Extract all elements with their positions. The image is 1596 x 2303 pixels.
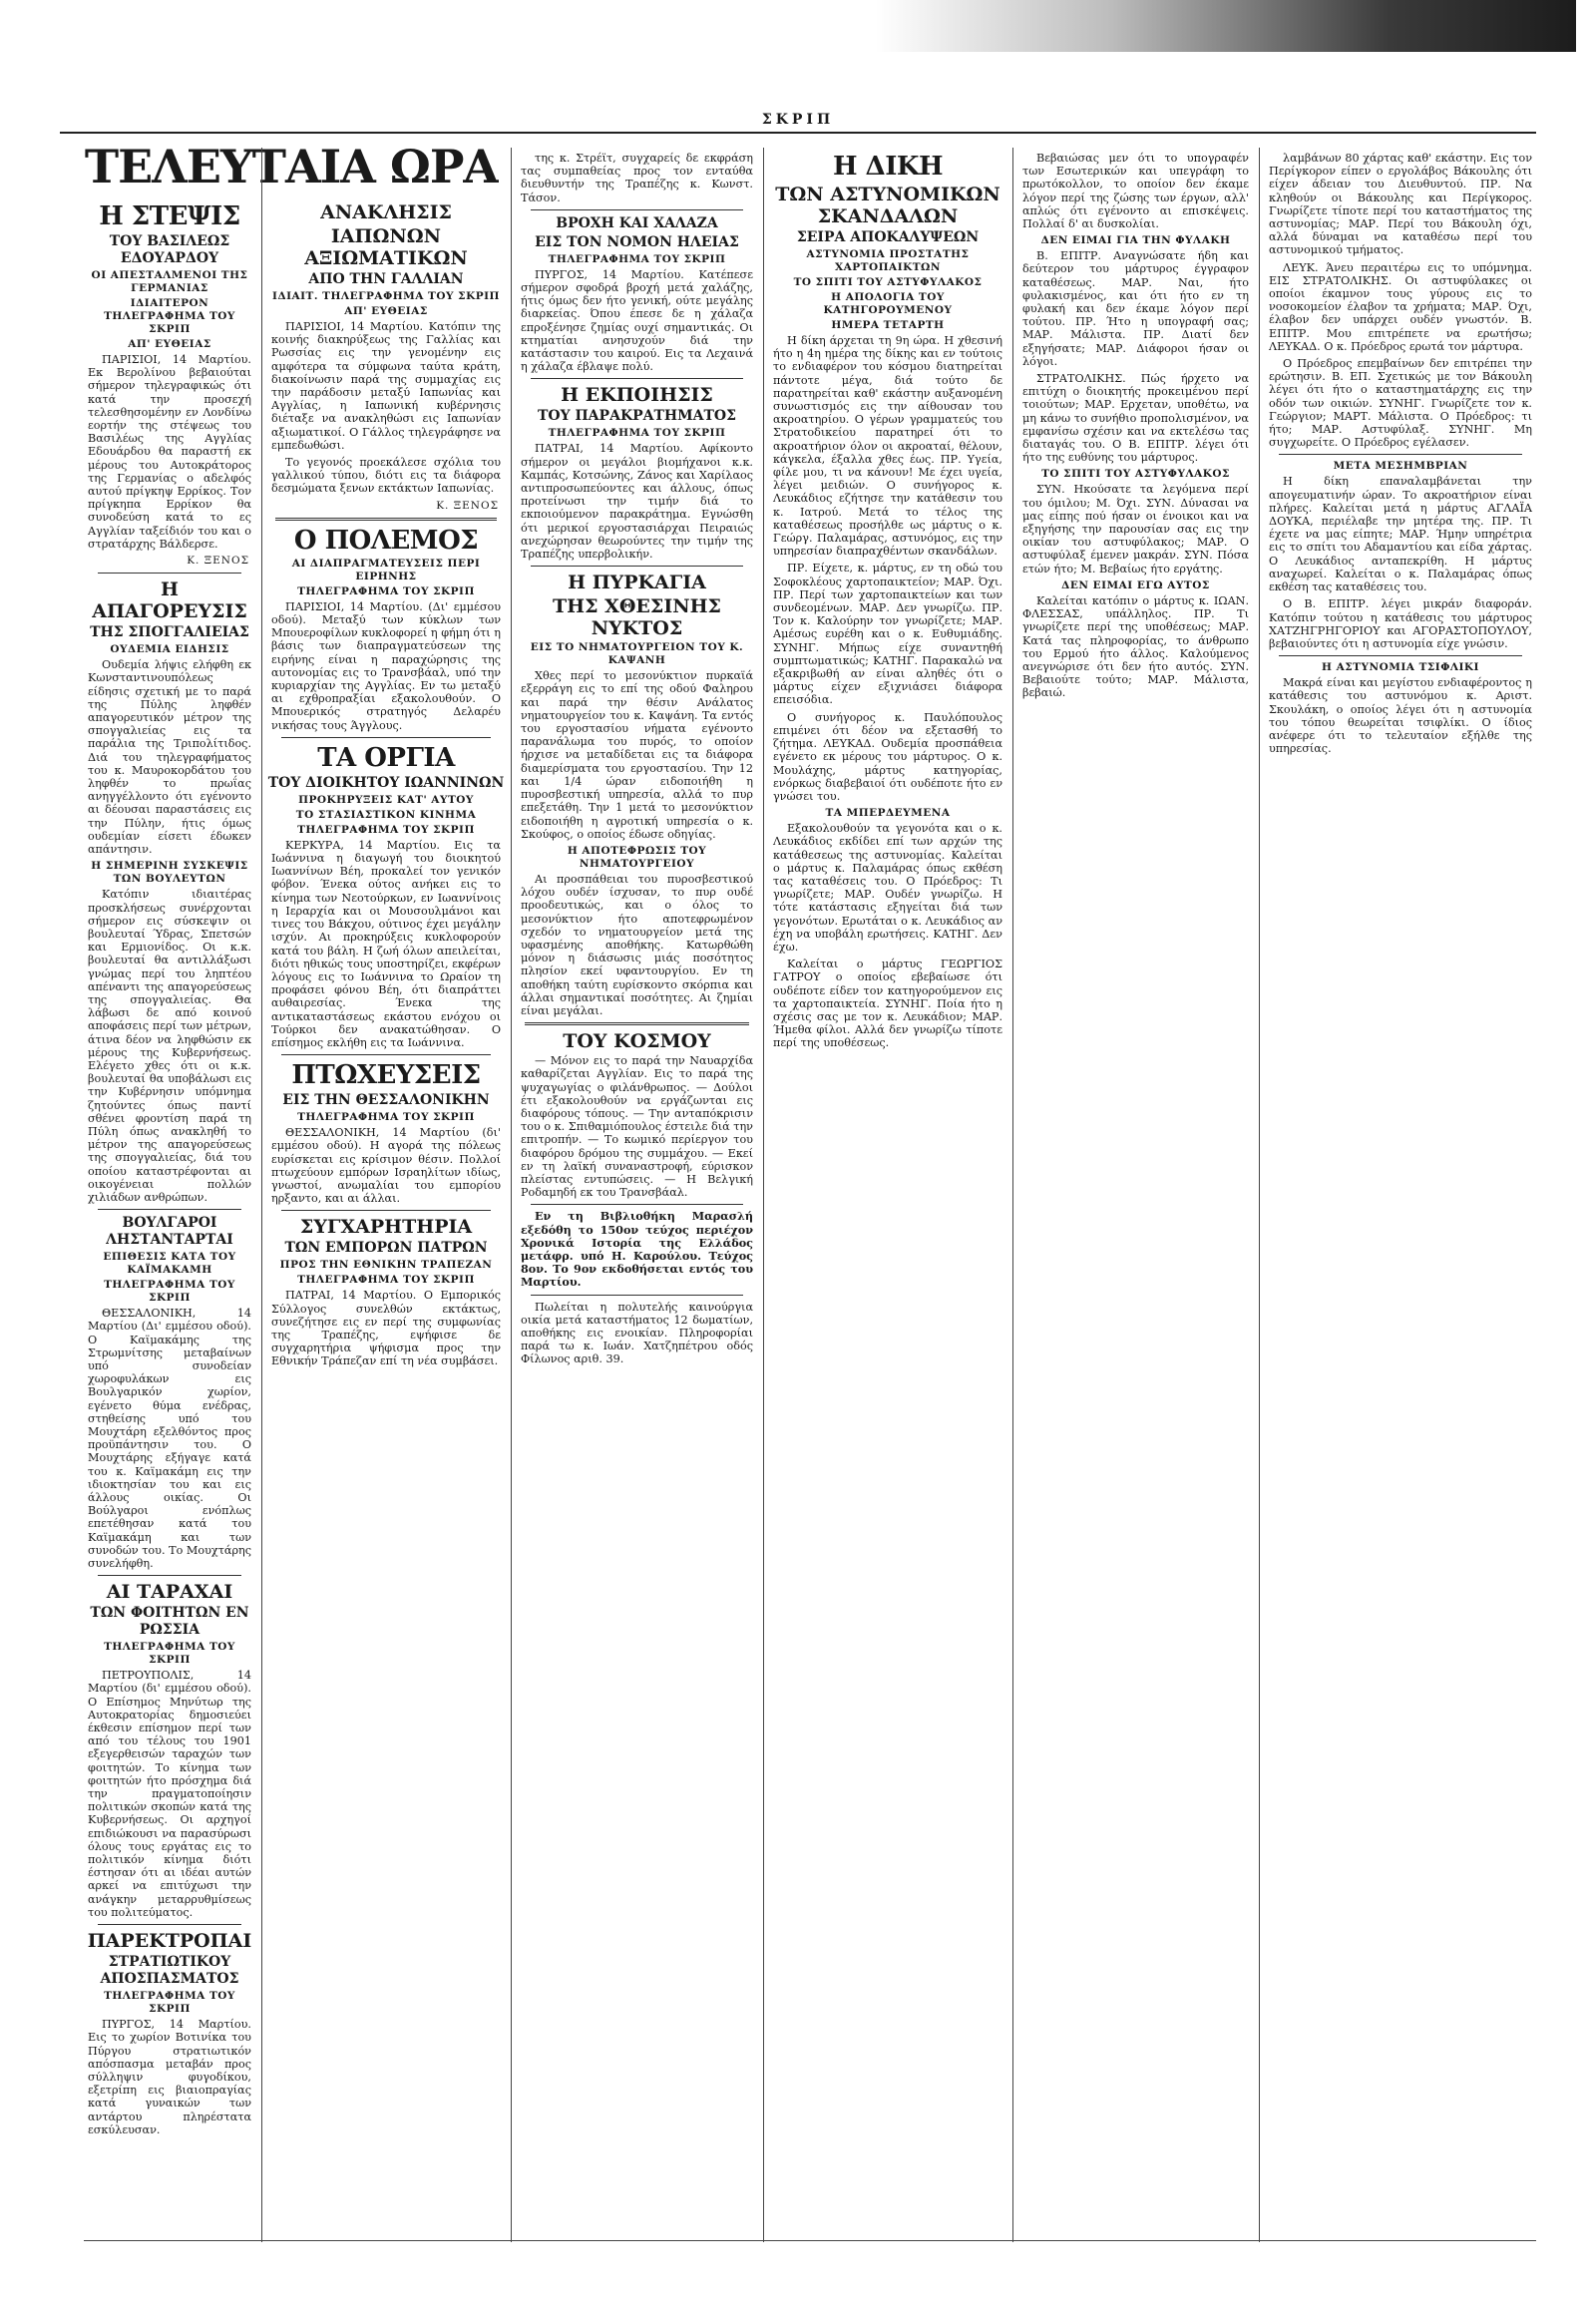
separator [531, 566, 743, 567]
article-body: ΚΕΡΚΥΡΑ, 14 Μαρτίου. Εις τα Ιωάννινα η διαγωγή του διοικητού Ιωαννίνων Βέη, προκαλεί τον γενικόν φόβον. Ένεκα ούτος ανήκει εις το κίνημα των Νεοτούρκων, εν Ιωαννίνοις η Ιεραρχία και οι Μουσουλμάνοι και τινες του Βάκχου, ούτινος έχει μεγάλην ισχύν. Αι προκηρύξεις κυκλοφορούν κατά του βάλη. Η ζωή όλων απειλείται, διότι ηθικώς τους υποστηρίζει, εκφέρων λόγους εις το Ιωάννινα το Ωραίον τη προφάσει φόνου Βέη, ότι διαπράττει αυθαιρεσίας. Ένεκα της αντικαταστάσεως εκάστου ενόχου οι Τούρκοι δεν ανακατώθησαν. Ο επίσημος εκλήθη εις τα Ιωάννινα. [271, 838, 501, 1049]
telegram-via: ΑΠ' ΕΥΘΕΙΑΣ [128, 338, 211, 350]
telegram-label: ΤΗΛΕΓΡΑΦΗΜΑ ΤΟΥ ΣΚΡΙΠ [297, 1274, 475, 1287]
article-signature: Κ. ΞΕΝΟΣ [436, 499, 499, 512]
article-body: Το γεγονός προεκάλεσε σχόλια του γαλλικού τύπου, διότι εις τα διάφορα δεσμώματα ξενων εκτάκτων Ιαπωνίας. [271, 456, 501, 496]
telegram-label: ΤΗΛΕΓΡΑΦΗΜΑ ΤΟΥ ΣΚΡΙΠ [104, 1279, 235, 1305]
article-headline: ΤΩΝ ΑΣΤΥΝΟΜΙΚΩΝ ΣΚΑΝΔΑΛΩΝ [775, 184, 1000, 227]
telegram-label: ΤΗΛΕΓΡΑΦΗΜΑ ΤΟΥ ΣΚΡΙΠ [104, 1990, 235, 2016]
article-subhead: ΑΙ ΔΙΑΠΡΑΓΜΑΤΕΥΣΕΙΣ ΠΕΡΙ ΕΙΡΗΝΗΣ [291, 557, 481, 582]
separator [98, 1575, 241, 1576]
article-headline: ΑΝΑΚΛΗΣΙΣ [320, 201, 452, 223]
article-body: Μακρά είναι και μεγίστου ενδιαφέροντος η κατάθεσις του αστυνόμου κ. Αριστ. Σκουλάκη, ο οποίος λέγει ότι η αστυνομία του τόπου θεωρείται τσιφλίκι. Ο ίδιος ανέφερε ότι το τελευταίον εξήλθε της υπηρεσίας. [1269, 676, 1532, 756]
telegram-label: ΤΗΛΕΓΡΑΦΗΜΑ ΤΟΥ ΣΚΡΙΠ [548, 427, 726, 440]
article-headline: Η ΕΚΠΟΙΗΣΙΣ [561, 384, 713, 407]
telegram-label: ΤΗΛΕΓΡΑΦΗΜΑ ΤΟΥ ΣΚΡΙΠ [297, 1111, 475, 1124]
article-body: Κατόπιν ιδιαιτέρας προσκλήσεως συνέρχονται σήμερον εις σύσκεψιν οι βουλευταί Ύδρας, Σπετσών και Ερμιονίδος. Οι κ.κ. βουλευταί θα αντιλλάξωσι γνώμας περί του ληπτέου απέναντι της απαγορεύσεως της σπογγαλιείας. Θα λάβωσι δε από κοινού αποφάσεις περί των μέτρων, άτινα δέον να ληφθώσιν εκ μέρους της Κυβερνήσεως. Ελέγετο χθες ότι οι κ.κ. βουλευταί θα υποβάλωσι εις την Κυβέρνησιν υπόμνημα ζητούντες όπως παντί σθένει φροντίση παρά τη Πύλη όπως ανακληθή το μέτρον της απαγορεύσεως της σπογγαλιείας, διά του οποίου καταστρέφονται αι οικογένειαι πολλών χιλιάδων ανθρώπων. [88, 888, 251, 1204]
article-body: Ο Πρόεδρος επεμβαίνων δεν επιτρέπει την ερώτησιν. Β. ΕΠ. Σχετικώς με τον Βάκουλη λέγει ότι ήτο ο καταστηματάρχης εις την οδόν των οικιών. ΣΥΝΗΓ. Γνωρίζετε τον κ. Γεώργιον; ΜΑΡΤ. Μάλιστα. Ο Πρόεδρος: τι ήτο; ΜΑΡ. Αστυφύλαξ. ΣΥΝΗΓ. Μη συγχωρείτε. Ο Πρόεδρος εγέλασεν. [1269, 357, 1532, 450]
article-body: Αι προσπάθειαι του πυροσβεστικού λόχου ουδέν ίσχυσαν, το πυρ ουδέ προοδευτικώς, και ο όλος το μεσονύκτιον ήτο αποτεφρωμένον σχεδόν το νηματουργείον μετά της υφασμένης αποθήκης. Κατωρθώθη μόνον η διάσωσις μιάς ποσότητος πλησίον εκεί υφαντουργίου. Εν τη αποθήκη ταύτη ευρίσκοντο σκόρπια και άλλαι σημαντικαί ποσότητες. Αι ζημίαι είναι μεγάλαι. [521, 872, 753, 1017]
column-divider [1012, 148, 1013, 2242]
article-subhead: ΕΙΣ ΤΟ ΝΗΜΑΤΟΥΡΓΕΙΟΝ ΤΟΥ Κ. ΚΑΨΑΝΗ [530, 641, 744, 667]
article-day: ΗΜΕΡΑ ΤΕΤΑΡΤΗ [831, 319, 945, 331]
article-body: λαμβάνων 80 χάρτας καθ' εκάστην. Εις τον Περίγκορον είπεν ο εργολάβος Βάκουλης ότι είχεν άδειαν του Διευθυντού. ΠΡ. Να κληθούν οι Βάκουλης και Περίγκορος. Γνωρίζετε τίποτε περί του καταστήματος της αστυνομίας; ΜΑΡ. Περί του Βάκουλη όχι, αλλά δύναμαι να καταθέσω περί του αστυνομικού τμήματος. [1269, 152, 1532, 257]
article-subhead: ΤΑ ΜΠΕΡΔΕΥΜΕΝΑ [825, 807, 951, 820]
separator [98, 573, 241, 574]
article-headline: ΤΟΥ ΒΑΣΙΛΕΩΣ ΕΔΟΥΑΡΔΟΥ [109, 233, 230, 266]
article-body: Η δίκη επαναλαμβάνεται την απογευματινήν ώραν. Το ακροατήριον είναι πλήρες. Καλείται μετά η μάρτυς ΑΓΛΑΪΑ ΔΟΥΚΑ, περιέλαβε την μητέρα της. ΠΡ. Τι έχετε να μας είπητε; ΜΑΡ. Ήμην υπηρέτρια εις το σπίτι του Αδαμαντίου και είδα χάρτας. Ο Λευκάδιος ανταπεκρίθη. Η μάρτυς αναχωρεί. Καλείται ο κ. Παλαμάρας όπως εκθέση τας καταθέσεις του. [1269, 475, 1532, 594]
column-divider [763, 148, 764, 2242]
telegram-label: ΤΗΛΕΓΡΑΦΗΜΑ ΤΟΥ ΣΚΡΙΠ [297, 823, 475, 836]
article-subhead: ΣΤΡΑΤΙΩΤΙΚΟΥ ΑΠΟΣΠΑΣΜΑΤΟΣ [100, 1954, 239, 1988]
article-headline: Η ΔΙΚΗ [832, 152, 944, 182]
telegram-label: ΤΗΛΕΓΡΑΦΗΜΑ ΤΟΥ ΣΚΡΙΠ [104, 1641, 235, 1667]
article-subhead: ΤΟ ΣΠΙΤΙ ΤΟΥ ΑΣΤΥΦΥΛΑΚΟΣ [1041, 468, 1230, 481]
banner-title: ΤΕΛΕΥΤΑΙΑ ΩΡΑ [84, 140, 499, 193]
article-headline: ΠΤΩΧΕΥΣΕΙΣ [291, 1060, 481, 1091]
article-headline: Η ΑΠΑΓΟΡΕΥΣΙΣ [92, 578, 247, 623]
article-subhead: ΣΕΙΡΑ ΑΠΟΚΑΛΥΨΕΩΝ [796, 229, 980, 245]
article-body: Καλείται ο μάρτυς ΓΕΩΡΓΙΟΣ ΓΑΤΡΟΥ ο οποίος εβεβαίωσε ότι ουδέποτε είδεν τον κατηγορούμενον εις τα χαρτοπαικτεία. ΣΥΝΗΓ. Ποία ήτο η σχέσις σας με τον κ. Λευκάδιον; ΜΑΡ. Ήμεθα φίλοι. Αλλά δεν γνωρίζω τίποτε περί της υποθέσεως. [773, 958, 1002, 1050]
article-subhead: Η ΑΠΟΛΟΓΙΑ ΤΟΥ ΚΑΤΗΓΟΡΟΥΜΕΝΟΥ [823, 291, 953, 316]
article-headline: ΒΟΥΛΓΑΡΟΙ ΛΗΣΤΑΝΤΑΡΤΑΙ [106, 1215, 233, 1249]
article-headline: ΙΑΠΩΝΩΝ ΑΞΙΩΜΑΤΙΚΩΝ [304, 225, 468, 269]
telegram-label: ΙΔΙΑΙΤΕΡΟΝ ΤΗΛΕΓΡΑΦΗΜΑ ΤΟΥ ΣΚΡΙΠ [104, 297, 235, 335]
article-body: Χθες περί το μεσονύκτιον πυρκαϊά εξερράγη εις το επί της οδού Φαληρου και παρά την θέσιν Ανάλατος νηματουργείον του κ. Καψάνη. Τα εντός του εργοστασίου νήματα εγένοντο παρανάλωμα του πυρός, το οποίον ήρχισε να μεταδίδεται εις τα διάφορα διαμερίσματα του εργοστασίου. Την 12 και 1/4 ώραν ειδοποιήθη η πυροσβεστική υπηρεσία, αλλά το πυρ επεξετάθη. Την 1 μετά το μεσονύκτιον ειδοποιήθη η αγροτική υπηρεσία ο κ. Σκούφος, ο οποίος έδωσε οδηγίας. [521, 669, 753, 841]
article-body: Η δίκη άρχεται τη 9η ώρα. Η χθεσινή ήτο η 4η ημέρα της δίκης και εν τούτοις το ενδιαφέρον του κόσμου διατηρείται πάντοτε μέγα, διά τούτο δε παρατηρείται καθ' εκάστην αυξανομένη συνωστισμός εις την αίθουσαν του ακροατηρίου. Ο γέρων γραμματεύς του Στρατοδικείου παρατηρεί ότι το ακροατήριον όλον οι ακροαταί, θέλουν, κάγκελα, έξαλλα χθες έως. ΠΡ. Υγεία, φίλε μου, τι να κάνουν! Με έχει υγεία, λέγει μειδιών. Ο συνήγορος κ. Λευκάδιος εζήτησε την κατάθεσιν του κ. Ιατρού. Μετά το τέλος της καταθέσεως προσήλθε ως μάρτυς ο κ. Γεώργ. Παλαμάρας, αστυνόμος, εις την υπηρεσίαν διαπραχθέντων σκανδάλων. [773, 334, 1002, 559]
article-body: ΘΕΣΣΑΛΟΝΙΚΗ, 14 Μαρτίου (Δι' εμμέσου οδού). Ο Καϊμακάμης της Στρωμνίτσης μεταβαίνων υπό συνοδείαν χωροφυλάκων εις Βουλγαρικόν χωρίον, εγένετο θύμα ενέδρας, στηθείσης υπό του Μουχτάρη εξελθόντος προς προϋπάντησιν του. Ο Μουχτάρης εξήγαγε κατά του κ. Καϊμακάμη εις την ιδιοκτησίαν του και εις άλλους οικίας. Οι Βούλγαροι ενόπλως επετέθησαν κατά του Καϊμακάμη και των συνοδών του. Το Μουχτάρης συνελήφθη. [88, 1307, 251, 1571]
article-headline: ΑΙ ΤΑΡΑΧΑΙ [106, 1581, 233, 1604]
article-headline: ΠΑΡΕΚΤΡΟΠΑΙ [87, 1930, 252, 1953]
separator [1279, 454, 1522, 455]
article-signature: Κ. ΞΕΝΟΣ [187, 555, 249, 568]
article-body: ΠΕΤΡΟΥΠΟΛΙΣ, 14 Μαρτίου (δι' εμμέσου οδού). Ο Επίσημος Μηνύτωρ της Αυτοκρατορίας δημοσιεύει έκθεσιν επίσημον περί των από του τέλους του 1901 εξεγερθεισών ταραχών των φοιτητών. Το κίνημα των φοιτητών ήτο πρόσχημα διά την πραγματοποίησιν πολιτικών σκοπών κατά της Κυβερνήσεως. Οι αρχηγοί επιδιώκουσι να παρασύρωσι όλους τους εργάτας εις το πολιτικόν κίνημα διότι έστησαν ότι αι ιδέαι αυτών αρκεί να επιτύχωσι την ανάγκην μεταρρυθμίσεως του πολιτεύματος. [88, 1669, 251, 1919]
article-headline: ΤΩΝ ΕΜΠΟΡΩΝ ΠΑΤΡΩΝ [284, 1240, 488, 1257]
column-divider [261, 148, 262, 2242]
separator [281, 1054, 491, 1055]
separator [281, 1210, 491, 1211]
column-1 [84, 199, 255, 2234]
separator [531, 1204, 743, 1205]
article-subhead: ΟΥΔΕΜΙΑ ΕΙΔΗΣΙΣ [110, 643, 229, 656]
article-headline: Η ΠΥΡΚΑΓΙΑ [568, 572, 706, 594]
article-subhead: ΔΕΝ ΕΙΜΑΙ ΕΓΩ ΑΥΤΟΣ [1061, 578, 1210, 591]
column-6 [1265, 150, 1536, 2234]
column-divider [1259, 148, 1260, 2242]
article-body: ΣΥΝ. Ηκούσατε τα λεγόμενα περί του όμιλου; Μ. Όχι. ΣΥΝ. Δύνασαι να μας είπης πού ήσαν οι ένοικοι και να εξηγήσης την παρουσίαν σας εις την οικίαν του αστυφύλακος; ΜΑΡ. Ο αστυφύλαξ έμενεν μακράν. ΣΥΝ. Πόσα ετών ήτο; Μ. Βεβαίως ήτο εργάτης. [1022, 483, 1249, 576]
article-body: ΛΕΥΚ. Άνευ περαιτέρω εις το υπόμνημα. ΕΙΣ ΣΤΡΑΤΟΛΙΚΗΣ. Οι αστυφύλακες οι οποίοι έκαμνον τους γύρους εις το νοσοκομείον έλαβον τα χρήματα; ΜΑΡ. Όχι, έλαβον δεν υπάρχει ουδέν γνωστόν. Β. ΕΠΙΤΡ. Μου επιτρέπετε να ερωτήσω; ΛΕΥΚΑΔ. Ο κ. Πρόεδρος ερωτά τον μάρτυρα. [1269, 260, 1532, 353]
notice-body: Εν τη Βιβλιοθήκη Μαρασλή εξεδόθη το 150ον τεύχος περιέχον Χρονικά Ιστορία της Ελλάδος μετάφρ. υπό Η. Καρούλου. Τεύχος 8ον. Το 9ον εκδοθήσεται εντός του Μαρτίου. [521, 1209, 753, 1290]
article-body: ΘΕΣΣΑΛΟΝΙΚΗ, 14 Μαρτίου (δι' εμμέσου οδού). Η αγορά της πόλεως ευρίσκεται εις κρίσιμον θέσιν. Πολλοί πτωχεύουν εμπόρων Ισραηλίτων ιδίως, γνωστοί, ανωμαλίαι του εμπορίου ηρξαντο, και αι άλλαι. [271, 1126, 501, 1206]
article-body: ΠΑΡΙΣΙΟΙ, 14 Μαρτίου. Εκ Βερολίνου βεβαιούται σήμερον τηλεγραφικώς ότι κατά την προσεχή τελεσθησομένην εν Λονδίνω εορτήν της στέψεως του Βασιλέως της Αγγλίας Εδουάρδου θα παραστή εκ μέρους του Αυτοκράτορος της Γερμανίας ο αδελφός αυτού πρίγκηψ Ερρίκος. Τον πρίγκηπα Ερρίκον θα συνοδεύση κατά το ες Αγγλίαν ταξείδιόν του και ο στρατάρχης Βάλδερσε. [88, 353, 251, 551]
article-headline: Η ΑΣΤΥΝΟΜΙΑ ΤΣΙΦΛΙΚΙ [1322, 661, 1479, 674]
separator [531, 378, 743, 379]
article-body: Βεβαιώσας μεν ότι το υπογραφέν των Εσωτερικών και υπεγράφη το πρωτόκολλον, το οποίον δεν έκαμε λόγον περί της ζώσης των έργων, αλλ' απλώς ότι εγένοντο αι επισκέψεις. Πολλαί δ' αι δυσκολίαι. [1022, 152, 1249, 231]
article-subhead: ΤΟ ΣΠΙΤΙ ΤΟΥ ΑΣΤΥΦΥΛΑΚΟΣ [793, 276, 983, 288]
article-subhead: Η ΣΗΜΕΡΙΝΗ ΣΥΣΚΕΨΙΣ ΤΩΝ ΒΟΥΛΕΥΤΩΝ [91, 860, 248, 886]
article-headline: ΤΑ ΟΡΓΙΑ [317, 742, 455, 773]
separator [275, 518, 497, 521]
separator [531, 1295, 743, 1296]
article-headline: ΤΗΣ ΧΘΕΣΙΝΗΣ ΝΥΚΤΟΣ [553, 595, 721, 640]
article-body: της κ. Στρέϊτ, συγχαρείς δε εκφράση τας συμπαθείας προς τον ενταύθα διευθυντήν της Τραπέζης κ. Κωνστ. Τάσον. [521, 152, 753, 204]
scan-edge-strip [20, 0, 1576, 52]
separator [98, 1924, 241, 1925]
article-body: Β. ΕΠΙΤΡ. Αναγνώσατε ήδη και δεύτερον του μάρτυρος έγγραφον καταθέσεως. ΜΑΡ. Ναι, ήτο φυλακισμένος, και ότι ήτο εν τη φυλακή και δεν έκαμε λόγον περί τούτου. ΠΡ. Ήτο η υπογραφή σας; ΜΑΡ. Μάλιστα. ΠΡ. Διατί δεν εξηγήσατε; ΜΑΡ. Διάφοροι ήσαν οι λόγοι. [1022, 249, 1249, 368]
article-headline: ΤΟΥ ΔΙΟΙΚΗΤΟΥ ΙΩΑΝΝΙΝΩΝ [267, 774, 505, 791]
article-body: ΠΑΤΡΑΙ, 14 Μαρτίου. Ο Εμπορικός Σύλλογος συνελθών εκτάκτως, συνεζήτησε εις εν περί της συμφωνίας της Τραπέζης, εψήφισε δε συγχαρητήρια ψήφισμα προς την Εθνικήν Τράπεζαν επί τη νέα συμβάσει. [271, 1289, 501, 1368]
article-subhead: ΕΠΙΘΕΣΙΣ ΚΑΤΑ ΤΟΥ ΚΑΪΜΑΚΑΜΗ [103, 1251, 236, 1277]
separator [281, 737, 491, 738]
article-body: — Μόνον εις το παρά την Ναυαρχίδα καθαρίζεται Αγγλίαν. Εις το παρά της ψυχαγωγίας ο φιλάνθρωπος. — Δούλοι έτι εξακολουθούν να εργάζωνται εις διαφόρους τόπους. — Την ανταπόκρισιν του ο κ. Σπιθαμιόπουλος έστειλε διά την επιτροπήν. — Το κωμικό περίεργον του διαφόρου δρόμου της συμμάχου. — Εκεί εν τη λαϊκή συναναστροφή, εύρισκον πλείστας εντυπώσεις. — Η Βελγική Ροδαμηδή εκ του Τρανσβάαλ. [521, 1054, 753, 1200]
article-subhead: ΠΡΟΣ ΤΗΝ ΕΘΝΙΚΗΝ ΤΡΑΠΕΖΑΝ [279, 1259, 493, 1272]
article-body: ΠΥΡΓΟΣ, 14 Μαρτίου. Κατέπεσε σήμερον σφοδρά βροχή μετά χαλάζης, ήτις όμως δεν ήτο γενική, ούτε μεγάλης διαρκείας. Όπου έπεσε δε η χάλαζα επροξένησε ζημίας ουχί σημαντικάς. Οι κτηματίαι ανησυχούν διά την κατάστασιν του καιρού. Εις τα Λεχαινά η χάλαζα έβλαψε πολύ. [521, 267, 753, 374]
article-body: Καλείται κατόπιν ο μάρτυς κ. ΙΩΑΝ. ΦΛΕΣΣΑΣ, υπάλληλος. ΠΡ. Τι γνωρίζετε περί της υποθέσεως; ΜΑΡ. Κατά τας πληροφορίας, το άνθρωπο του Ερμού ήτο άλλος. Καλούμενος ανεγνώρισε ότι δεν ήτο αυτός. ΣΥΝ. Βεβαιούτε τούτο; ΜΑΡ. Μάλιστα, βεβαιώ. [1022, 593, 1249, 700]
article-headline: ΤΗΣ ΣΠΟΓΓΑΛΙΕΙΑΣ [90, 624, 249, 641]
article-headline: ΕΙΣ ΤΟΝ ΝΟΜΟΝ ΗΛΕΙΑΣ [535, 233, 739, 250]
page-header: ΣΚΡΙΠ [761, 112, 835, 128]
article-body: ΠΥΡΓΟΣ, 14 Μαρτίου. Εις το χωρίον Βοτινίκα του Πύργου στρατιωτικόν απόσπασμα μεταβάν προς σύλληψιν φυγοδίκου, εξετρίπη εις βιαιοπραγίας κατά γυναικών των αντάρτου πληρέστατα εσκύλευσαν. [88, 2018, 251, 2136]
separator [531, 209, 743, 210]
article-body: Ο συνήγορος κ. Παυλόπουλος επιμένει ότι δέον να εξετασθή το ζήτημα. ΛΕΥΚΑΔ. Ουδεμία προσπάθεια εγένετο εκ μέρους του μάρτυρος. Ο κ. Μουλάχης, μάρτυς κατηγορίας, ενόρκως διαβεβαιοί ότι ουδέποτε ήτο εν γνώσει του. [773, 710, 1002, 803]
article-subhead: ΑΣΤΥΝΟΜΙΑ ΠΡΟΣΤΑΤΗΣ ΧΑΡΤΟΠΑΙΚΤΩΝ [806, 248, 970, 273]
article-headline: ΕΙΣ ΤΗΝ ΘΕΣΣΑΛΟΝΙΚΗΝ [282, 1092, 490, 1109]
article-body: ΠΡ. Είχετε, κ. μάρτυς, εν τη οδώ του Σοφοκλέους χαρτοπαικτείον; ΜΑΡ. Όχι. ΠΡ. Περί των χαρτοπαικτείων και των συνδεομένων. ΜΑΡ. Δεν γνωρίζω. ΠΡ. Τον κ. Καλούρην τον γνωρίζετε; ΜΑΡ. Αμέσως ευρέθη και ο κ. Ευθυμιάδης. ΣΥΝΗΓ. Μήπως είχε συναντηθή συμπτωματικώς; ΚΑΤΗΓ. Παρακαλώ να εξακριβωθή αν είναι αληθές ότι ο μάρτυς είχεν εξιχνιάσει διάφορα επεισόδια. [773, 562, 1002, 707]
telegram-label: ΤΗΛΕΓΡΑΦΗΜΑ ΤΟΥ ΣΚΡΙΠ [548, 252, 726, 265]
column-2 [267, 199, 505, 2234]
article-subhead: Η ΑΠΟΤΕΦΡΩΣΙΣ ΤΟΥ ΝΗΜΑΤΟΥΡΓΕΙΟΥ [567, 844, 707, 870]
article-body: ΣΤΡΑΤΟΛΙΚΗΣ. Πώς ήρχετο να επιτύχη ο διοικητής προκειμένου περί τοιούτων; ΜΑΡ. Ερχεταν, υποθέτω, να μη κάνω το συνήθιο προπολισμένον, να εμφανίσω σχέσιν και να εκτελέσω τας διαταγάς του. Ο Β. ΕΠΙΤΡ. λέγει ότι ήτο της ευθύνης του μάρτυρος. [1022, 372, 1249, 465]
article-subhead: ΤΟ ΣΤΑΣΙΑΣΤΙΚΟΝ ΚΙΝΗΜΑ [295, 808, 477, 821]
article-subhead: ΜΕΤΑ ΜΕΣΗΜΒΡΙΑΝ [1333, 460, 1468, 473]
article-body: ΠΑΡΙΣΙΟΙ, 14 Μαρτίου. (Δι' εμμέσου οδού). Μεταξύ των κύκλων των Μπουεροφίλων κυκλοφορεί η φήμη ότι η βάσις των διαπραγματεύσεων της ειρήνης είναι η παραχώρησις της αυτονομίας εις το Τρανσβάαλ, υπό την κυριαρχίαν της Αγγλίας. Εν τω μεταξύ αι εχθροπραξίαι εξακολουθούν. Ο Μπουερικός στρατηγός Δελαρέυ νικήσας τους Άγγλους. [271, 599, 501, 732]
telegram-label: ΤΗΛΕΓΡΑΦΗΜΑ ΤΟΥ ΣΚΡΙΠ [297, 584, 475, 597]
column-4 [769, 150, 1006, 2234]
article-headline: ΑΠΟ ΤΗΝ ΓΑΛΛΙΑΝ [308, 271, 464, 287]
telegram-via: ΑΠ' ΕΥΘΕΙΑΣ [344, 305, 428, 317]
article-subhead: ΔΕΝ ΕΙΜΑΙ ΓΙΑ ΤΗΝ ΦΥΛΑΚΗ [1040, 234, 1231, 247]
article-headline: ΤΟΥ ΚΟΣΜΟΥ [563, 1030, 711, 1053]
column-divider [511, 148, 512, 2242]
article-headline: ΤΟΥ ΠΑΡΑΚΡΑΤΗΜΑΤΟΣ [537, 408, 737, 425]
article-subhead: ΠΡΟΚΗΡΥΞΕΙΣ ΚΑΤ' ΑΥΤΟΥ [298, 793, 474, 806]
article-headline: ΤΩΝ ΦΟΙΤΗΤΩΝ ΕΝ ΡΩΣΣΙΑ [90, 1605, 249, 1639]
separator [1279, 655, 1522, 656]
article-headline: Ο ΠΟΛΕΜΟΣ [293, 525, 479, 556]
column-5 [1018, 150, 1253, 2234]
article-subhead: ΟΙ ΑΠΕΣΤΑΛΜΕΝΟΙ ΤΗΣ ΓΕΡΜΑΝΙΑΣ [91, 269, 248, 294]
page-bottom-rule [84, 2240, 1536, 2241]
article-headline: Η ΣΤΕΨΙΣ [99, 201, 240, 231]
notice-body: Πωλείται η πολυτελής καινούργια οικία μετά καταστήματος 12 δωματίων, αποθήκης εις ενοικίαν. Πληροφορίαι παρά τω κ. Ιωάν. Χατζηπέτρου οδός Φίλωνος αριθ. 39. [521, 1300, 753, 1366]
article-body: Ουδεμία λήψις ελήφθη εκ Κωνσταντινουπόλεως είδησις σχετική με το παρά της Πύλης ληφθέν απαγορευτικόν μέτρον της σπογγαλιείας εις τα παράλια της Τριπολίτιδος. Διά του τηλεγραφήματος του κ. Μαυροκορδάτου του ληφθέν το πρωΐας ανηγγέλλοντο ότι εγένοντο αι δέουσαι παραστάσεις εις την Πύλην, ήτις όμως ουδεμίαν είσετι έδωκεν απάντησιν. [88, 658, 251, 857]
telegram-label: ΙΔΙΑΙΤ. ΤΗΛΕΓΡΑΦΗΜΑ ΤΟΥ ΣΚΡΙΠ [272, 290, 500, 302]
article-body: ΠΑΡΙΣΙΟΙ, 14 Μαρτίου. Κατόπιν της κοινής διακηρύξεως της Γαλλίας και Ρωσσίας εις την γενομένην εις αμφότερα τα σύμφωνα ταύτα κράτη, διακοίνωσιν παρά της συμμαχίας εις την παράδοσιν μεταξύ Ιαπωνίας και Αγγλίας, η Ιαπωνική κυβέρνησις διέταξε να ανακληθώσι εις Ιαπωνίαν αξιωματικοί. Ο Γάλλος τηλεγράφησε να εμπεδωθώσι. [271, 320, 501, 452]
article-body: Ο Β. ΕΠΙΤΡ. λέγει μικράν διαφοράν. Κατόπιν τούτου η κατάθεσις του μάρτυρος ΧΑΤΖΗΓΡΗΓΟΡΙΟΥ και ΑΓΟΡΑΣΤΟΠΟΥΛΟΥ, βεβαιούντες ότι η αστυνομία είχε γνώσιν. [1269, 597, 1532, 650]
separator [525, 1022, 749, 1025]
separator [98, 1209, 241, 1210]
column-3 [517, 150, 757, 2234]
article-body: Εξακολουθούν τα γεγονότα και ο κ. Λευκάδιος εκδίδει επί των αρχών της κατάθεσεως της αστυνομίας. Καλείται ο μάρτυς κ. Παλαμάρας όπως εκθέση τας καταθέσεις του. Ο Πρόεδρος: Τι γνωρίζετε; ΜΑΡ. Ουδέν γνωρίζω. Η τότε κατάστασις εξηγείται διά των γεγονότων. Ερωτάται ο κ. Λευκάδιος αν έχη να υποβάλη ερωτήσεις. ΚΑΤΗΓ. Δεν έχω. [773, 822, 1002, 954]
header-rule [60, 132, 1536, 134]
article-headline: ΣΥΓΧΑΡΗΤΗΡΙΑ [299, 1216, 473, 1239]
article-body: ΠΑΤΡΑΙ, 14 Μαρτίου. Αφίκοντο σήμερον οι μεγάλοι βιομήχανοι κ.κ. Καμπάς, Κοτσώνης, Ζάνος και Χαρίλαος αντιπροσωπεύοντες και άλλους, όπως προτείνωσι την τιμήν διά το εκποιούμενον παρακράτημα. Εγνώσθη ότι μερικοί εργοστασιάρχαι Πειραιώς ανεχώρησαν θεωρούντες την τιμήν της Τραπέζης υπερβολικήν. [521, 442, 753, 562]
article-headline: ΒΡΟΧΗ ΚΑΙ ΧΑΛΑΖΑ [556, 214, 718, 231]
